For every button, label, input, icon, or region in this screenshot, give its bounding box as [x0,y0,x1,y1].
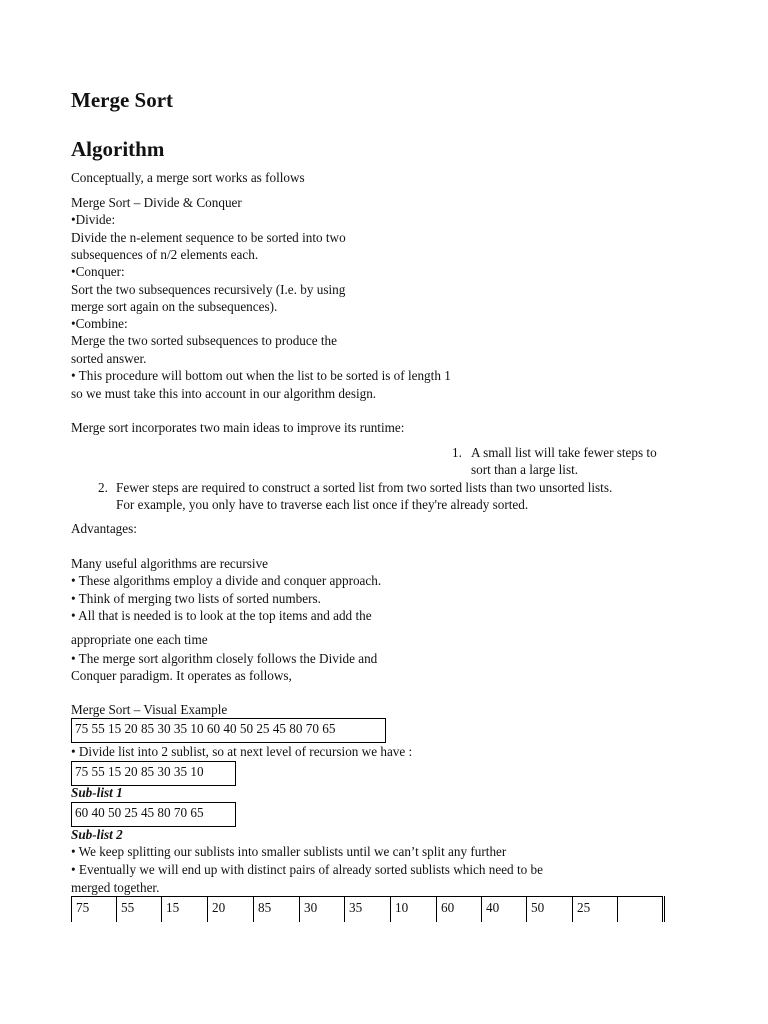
idea-line: For example, you only have to traverse each list once if they're already sorted. [116,497,529,512]
full-list-box: 75 55 15 20 85 30 35 10 60 40 50 25 45 80 70 65 [71,718,386,743]
step-line: sorted answer. [71,351,147,366]
table-cell: 20 [208,897,254,923]
table-cell: 60 [437,897,482,923]
advantage-line: Conquer paradigm. It operates as follows, [71,668,292,683]
ideas-intro: Merge sort incorporates two main ideas to improve its runtime: [71,420,405,435]
step-line: so we must take this into account in our algorithm design. [71,386,377,401]
note-line: • Eventually we will end up with distinct pairs of already sorted sublists which need to be [71,862,543,877]
advantage-line: Many useful algorithms are recursive [71,556,269,571]
table-cell: 35 [345,897,391,923]
page-title: Merge Sort [71,88,174,112]
sublist-2-box: 60 40 50 25 45 80 70 65 [71,802,236,827]
table-cell: 25 [573,897,618,923]
table-cell [618,897,664,923]
table-cell: 85 [254,897,300,923]
table-cell: 15 [162,897,208,923]
note-line: merged together. [71,880,160,895]
advantage-line: appropriate one each time [71,632,208,647]
idea-number: 1. [452,445,462,460]
idea-line: Fewer steps are required to construct a sorted list from two sorted lists than two unsorted lists. [116,480,613,495]
idea-line: sort than a large list. [471,462,579,477]
step-line: • This procedure will bottom out when the list to be sorted is of length 1 [71,368,451,383]
table-row [72,897,664,923]
table-cell: 10 [391,897,437,923]
advantage-line: • All that is needed is to look at the top items and add the [71,608,372,623]
advantages-heading: Advantages: [71,521,137,536]
table-cell: 30 [300,897,345,923]
intro-text: Conceptually, a merge sort works as follows [71,170,305,185]
step-line: merge sort again on the subsequences). [71,299,278,314]
step-line: Merge Sort – Divide & Conquer [71,195,242,210]
table-cell: 75 [72,897,117,923]
step-line: subsequences of n/2 elements each. [71,247,259,262]
advantage-line: • The merge sort algorithm closely follows the Divide and [71,651,378,666]
split-elements-table [71,896,665,922]
idea-line: A small list will take fewer steps to [471,445,657,460]
step-line: •Divide: [71,212,116,227]
step-line: Merge the two sorted subsequences to produce the [71,333,337,348]
sublist-1-box: 75 55 15 20 85 30 35 10 [71,761,236,786]
step-line: Divide the n-element sequence to be sorted into two [71,230,346,245]
divide-note: • Divide list into 2 sublist, so at next level of recursion we have : [71,744,413,759]
advantage-line: • These algorithms employ a divide and conquer approach. [71,573,382,588]
step-line: •Combine: [71,316,128,331]
advantage-line: • Think of merging two lists of sorted numbers. [71,591,321,606]
step-line: •Conquer: [71,264,125,279]
section-heading: Algorithm [71,137,165,161]
visual-heading: Merge Sort – Visual Example [71,702,228,717]
table-cell: 50 [527,897,573,923]
sublist-2-label: Sub-list 2 [71,827,123,842]
note-line: • We keep splitting our sublists into smaller sublists until we can’t split any further [71,844,507,859]
table-cell: 40 [482,897,527,923]
sublist-1-label: Sub-list 1 [71,785,123,800]
step-line: Sort the two subsequences recursively (I.e. by using [71,282,346,297]
table-cell: 55 [117,897,162,923]
idea-number: 2. [98,480,108,495]
